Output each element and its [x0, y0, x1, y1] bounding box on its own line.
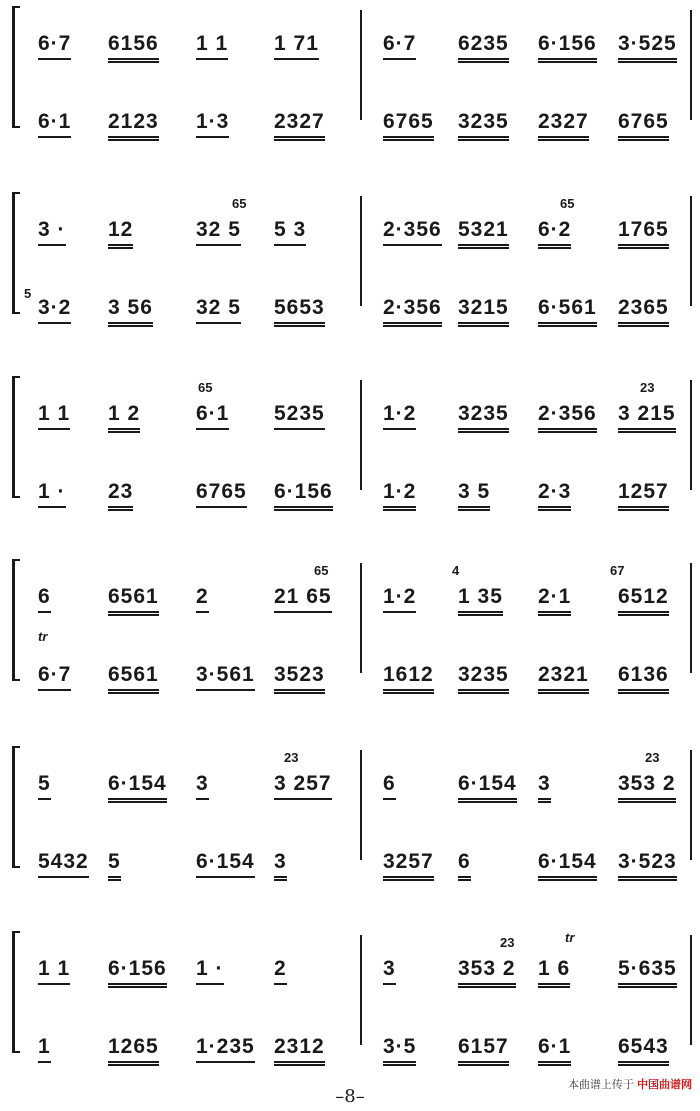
- note-group: 1257: [618, 478, 669, 506]
- upper-staff-row: [38, 30, 682, 70]
- note-group: 1·3: [196, 108, 229, 136]
- note-group: 6157: [458, 1033, 509, 1061]
- note-group: 3·523: [618, 848, 677, 876]
- note-group: 23: [108, 478, 133, 506]
- note-group: 6·1: [38, 108, 71, 136]
- note-group: 1 ·: [38, 478, 66, 506]
- system-bracket: [12, 6, 20, 128]
- note-group: 3: [274, 848, 287, 876]
- grace-note: 65: [560, 196, 575, 211]
- note-group: 5: [38, 770, 51, 798]
- end-bar-line: [690, 935, 692, 1045]
- note-group: 5432: [38, 848, 89, 876]
- score-system: [8, 186, 692, 319]
- grace-note: 23: [645, 750, 660, 765]
- score-system: [8, 553, 692, 686]
- note-group: 6·561: [538, 294, 597, 322]
- note-group: 32 5: [196, 216, 241, 244]
- note-group: 3·5: [383, 1033, 416, 1061]
- note-group: 6235: [458, 30, 509, 58]
- grace-note: 65: [314, 563, 329, 578]
- note-group: 5·635: [618, 955, 677, 983]
- end-bar-line: [690, 10, 692, 120]
- note-group: 6543: [618, 1033, 669, 1061]
- note-group: 1·235: [196, 1033, 255, 1061]
- note-group: 5: [108, 848, 121, 876]
- note-group: 2·356: [538, 400, 597, 428]
- system-bracket: [12, 931, 20, 1053]
- note-group: 3·2: [38, 294, 71, 322]
- note-group: 3215: [458, 294, 509, 322]
- note-group: 2·356: [383, 216, 442, 244]
- note-group: 2·3: [538, 478, 571, 506]
- note-group: 1765: [618, 216, 669, 244]
- note-group: 2: [274, 955, 287, 983]
- lower-staff-row: [38, 294, 682, 334]
- upper-staff-row: [38, 400, 682, 440]
- note-group: 6·156: [274, 478, 333, 506]
- note-group: 3 5: [458, 478, 490, 506]
- system-bracket: [12, 559, 20, 681]
- note-group: 1·2: [383, 583, 416, 611]
- note-group: 6·154: [538, 848, 597, 876]
- note-group: 6·156: [538, 30, 597, 58]
- lower-staff-row: [38, 478, 682, 518]
- lower-staff-row: [38, 1033, 682, 1073]
- note-group: 2312: [274, 1033, 325, 1061]
- note-group: 2327: [538, 108, 589, 136]
- upper-staff-row: [38, 955, 682, 995]
- note-group: 3 ·: [38, 216, 66, 244]
- note-group: 1 ·: [196, 955, 224, 983]
- grace-note: 23: [640, 380, 655, 395]
- note-group: 6·1: [196, 400, 229, 428]
- note-group: 6: [38, 583, 51, 611]
- score-system: [8, 925, 692, 1058]
- note-group: 5235: [274, 400, 325, 428]
- note-group: 5321: [458, 216, 509, 244]
- score-system: [8, 0, 692, 133]
- trill-mark: tr: [565, 930, 575, 945]
- end-bar-line: [690, 563, 692, 673]
- note-group: 1: [38, 1033, 51, 1061]
- lower-staff-row: [38, 848, 682, 888]
- note-group: 2327: [274, 108, 325, 136]
- note-group: 1 1: [38, 400, 70, 428]
- note-group: 6561: [108, 583, 159, 611]
- end-bar-line: [690, 750, 692, 860]
- note-group: 3: [196, 770, 209, 798]
- note-group: 2321: [538, 661, 589, 689]
- note-group: 6·7: [38, 30, 71, 58]
- note-group: 6·156: [108, 955, 167, 983]
- note-group: 6: [458, 848, 471, 876]
- system-bracket: [12, 376, 20, 498]
- note-group: 2365: [618, 294, 669, 322]
- note-group: 3235: [458, 661, 509, 689]
- note-group: 5653: [274, 294, 325, 322]
- note-group: 6·1: [538, 1033, 571, 1061]
- note-group: 1 2: [108, 400, 140, 428]
- grace-note: 23: [500, 935, 515, 950]
- note-group: 3: [538, 770, 551, 798]
- note-group: 6·154: [108, 770, 167, 798]
- note-group: 6765: [196, 478, 247, 506]
- note-group: 2123: [108, 108, 159, 136]
- note-group: 353 2: [618, 770, 676, 798]
- score-system: [8, 370, 692, 503]
- upper-staff-row: [38, 770, 682, 810]
- note-group: 1 1: [38, 955, 70, 983]
- watermark-brand: 中国曲谱网: [637, 1079, 692, 1091]
- note-group: 6136: [618, 661, 669, 689]
- note-group: 6156: [108, 30, 159, 58]
- note-group: 5 3: [274, 216, 306, 244]
- note-group: 353 2: [458, 955, 516, 983]
- lower-staff-row: [38, 108, 682, 148]
- note-group: 3235: [458, 400, 509, 428]
- note-group: 32 5: [196, 294, 241, 322]
- watermark-text: 本曲谱上传于: [567, 1079, 634, 1091]
- upper-staff-row: [38, 216, 682, 256]
- note-group: 2: [196, 583, 209, 611]
- grace-note: 4: [452, 563, 460, 578]
- note-group: 6: [383, 770, 396, 798]
- note-group: 6·154: [196, 848, 255, 876]
- grace-note: 65: [198, 380, 213, 395]
- end-bar-line: [690, 380, 692, 490]
- site-watermark: [568, 1076, 692, 1092]
- note-group: 3·525: [618, 30, 677, 58]
- note-group: 3 257: [274, 770, 332, 798]
- grace-note: 5: [24, 286, 32, 301]
- note-group: 1·2: [383, 400, 416, 428]
- lower-staff-row: [38, 661, 682, 701]
- note-group: 1612: [383, 661, 434, 689]
- note-group: 1 1: [196, 30, 228, 58]
- page-number: –8–: [335, 1086, 365, 1107]
- note-group: 1265: [108, 1033, 159, 1061]
- note-group: 2·356: [383, 294, 442, 322]
- note-group: 1 6: [538, 955, 570, 983]
- note-group: 6·7: [383, 30, 416, 58]
- note-group: 3 215: [618, 400, 676, 428]
- note-group: 21 65: [274, 583, 332, 611]
- end-bar-line: [690, 196, 692, 306]
- note-group: 3523: [274, 661, 325, 689]
- note-group: 3257: [383, 848, 434, 876]
- note-group: 2·1: [538, 583, 571, 611]
- note-group: 3: [383, 955, 396, 983]
- note-group: 6·154: [458, 770, 517, 798]
- note-group: 6·7: [38, 661, 71, 689]
- grace-note: 65: [232, 196, 247, 211]
- system-bracket: [12, 746, 20, 868]
- trill-mark: tr: [38, 629, 48, 644]
- note-group: 6561: [108, 661, 159, 689]
- note-group: 1·2: [383, 478, 416, 506]
- note-group: 1 35: [458, 583, 503, 611]
- note-group: 6765: [383, 108, 434, 136]
- score-system: [8, 740, 692, 873]
- note-group: 3235: [458, 108, 509, 136]
- note-group: 6512: [618, 583, 669, 611]
- note-group: 3·561: [196, 661, 255, 689]
- grace-note: 23: [284, 750, 299, 765]
- note-group: 12: [108, 216, 133, 244]
- note-group: 6765: [618, 108, 669, 136]
- system-bracket: [12, 192, 20, 314]
- note-group: 6·2: [538, 216, 571, 244]
- grace-note: 67: [610, 563, 625, 578]
- note-group: 1 71: [274, 30, 319, 58]
- note-group: 3 56: [108, 294, 153, 322]
- upper-staff-row: [38, 583, 682, 623]
